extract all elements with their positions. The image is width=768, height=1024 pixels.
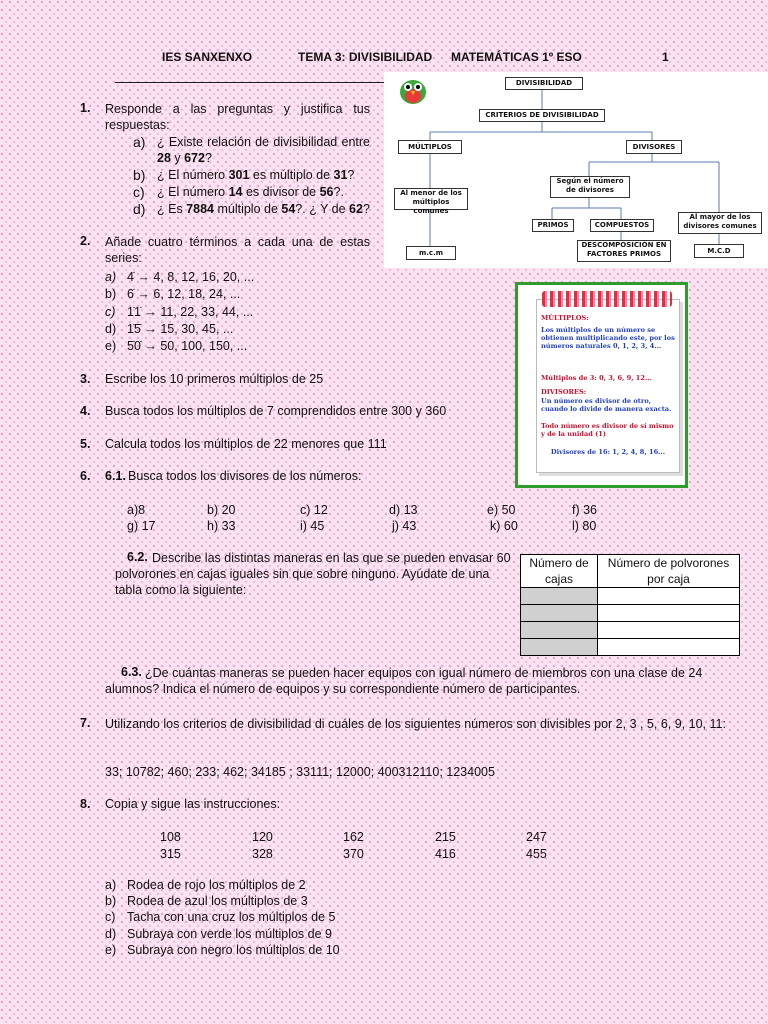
instruction-item: Subraya con verde los múltiplos de 9 (127, 926, 332, 941)
table-header-polvorones: Número de polvorones por caja (598, 555, 740, 588)
series-item: 6̇ → 6, 12, 18, 24, ... (127, 287, 241, 302)
q2-number: 2. (80, 234, 91, 248)
q6-2-text: Describe las distintas maneras en las que se pueden envasar 60 polvorones en cajas iguales sin que sobre ninguno. Ayúdate de una tabla como la siguiente: (115, 551, 511, 597)
node-segun-numero: Según el número de divisores (550, 176, 630, 198)
q6-3-label: 6.3. (121, 665, 142, 679)
q6-number: 6. (80, 469, 91, 483)
q3-number: 3. (80, 372, 91, 386)
grid-number: 328 (252, 847, 273, 861)
q7-numbers: 33; 10782; 460; 233; 462; 34185 ; 33111; 12000; 400312110; 1234005 (105, 765, 495, 779)
notebook-text-multiplos: Los múltiplos de un número se obtienen multiplicando este, por los números naturales 0, 1, 2, 3, 4... (541, 326, 675, 350)
divisor-item: l) 80 (572, 519, 597, 533)
notebook-title-divisores: DIVISORES: (541, 388, 587, 396)
series-label: d) (105, 321, 117, 336)
node-lcm-label: Al menor de los múltiplos comunes (394, 188, 468, 210)
q1c-text: ¿ El número 14 es divisor de 56?. (157, 185, 344, 199)
instruction-label: b) (105, 894, 117, 909)
q7-number: 7. (80, 716, 91, 730)
node-divisores: DIVISORES (626, 140, 682, 154)
table-row (521, 588, 740, 605)
header-school: IES SANXENXO (162, 50, 253, 64)
divisor-item: h) 33 (207, 519, 236, 533)
series-item: 4̇ → 4, 8, 12, 16, 20, ... (127, 270, 255, 284)
q1-text: Responde a las preguntas y justifica tus respuestas: (105, 102, 370, 132)
grid-number: 162 (343, 830, 364, 844)
q4-number: 4. (80, 404, 91, 418)
grid-number: 120 (252, 830, 273, 844)
node-gcd-label: Al mayor de los divisores comunes (678, 212, 762, 234)
instruction-label: a) (105, 878, 117, 892)
table-row (521, 622, 740, 639)
notebook-example-multiplos: Múltiplos de 3: 0, 3, 6, 9, 12... (541, 374, 652, 382)
divisor-item: j) 43 (392, 519, 417, 533)
bird-mascot-icon (396, 74, 430, 108)
notebook-page (536, 299, 680, 473)
q5-text: Calcula todos los múltiplos de 22 menores que 111 (105, 437, 387, 451)
series-label: a) (105, 270, 117, 284)
header-topic: TEMA 3: DIVISIBILIDAD (298, 50, 433, 64)
divisor-item: b) 20 (207, 503, 236, 517)
grid-number: 215 (435, 830, 456, 844)
q1a-label: a) (133, 134, 146, 150)
q6-2-label: 6.2. (127, 550, 148, 564)
series-label: c) (105, 304, 116, 319)
grid-number: 370 (343, 847, 364, 861)
q7-text: Utilizando los criterios de divisibilidad di cuáles de los siguientes números son divisibles por 2, 3 , 5, 6, 9, 10, 11: (105, 717, 726, 731)
series-item: 1̇5̇ → 15, 30, 45, ... (127, 321, 234, 336)
grid-number: 315 (160, 847, 181, 861)
node-multiplos: MÚLTIPLOS (398, 140, 462, 154)
divisor-item: k) 60 (490, 519, 518, 533)
q8-number: 8. (80, 797, 91, 811)
node-compuestos: COMPUESTOS (590, 219, 654, 232)
header-page-number: 1 (662, 50, 669, 64)
q8-text: Copia y sigue las instrucciones: (105, 797, 281, 811)
q4-text: Busca todos los múltiplos de 7 comprendidos entre 300 y 360 (105, 404, 447, 418)
concept-map-lines (384, 72, 768, 268)
q1-number: 1. (80, 101, 91, 115)
header-rule (115, 82, 385, 83)
boxes-table (520, 554, 740, 656)
grid-number: 455 (526, 847, 547, 861)
table-row (521, 605, 740, 622)
grid-number: 416 (435, 847, 456, 861)
q1d-text: ¿ Es 7884 múltiplo de 54?. ¿ Y de 62? (157, 202, 370, 216)
q1a-text: ¿ Existe relación de divisibilidad entre 28 y 672? (157, 135, 370, 165)
node-primos: PRIMOS (532, 219, 574, 232)
node-descomposicion: DESCOMPOSICIÓN EN FACTORES PRIMOS (577, 240, 671, 262)
q6-1-label: 6.1. (105, 469, 126, 483)
q6-1-text: Busca todos los divisores de los números: (128, 469, 362, 483)
notebook-illustration (515, 282, 688, 488)
node-divisibilidad: DIVISIBILIDAD (505, 77, 583, 90)
instruction-item: Rodea de azul los múltiplos de 3 (127, 894, 308, 909)
grid-number: 108 (160, 830, 181, 844)
node-criterios: CRITERIOS DE DIVISIBILIDAD (479, 109, 605, 122)
divisor-item: e) 50 (487, 503, 516, 517)
notebook-example-divisores: Divisores de 16: 1, 2, 4, 8, 16... (550, 448, 666, 456)
series-label: e) (105, 339, 117, 354)
notebook-title-multiplos: MÚLTIPLOS: (541, 314, 589, 322)
grid-number: 247 (526, 830, 547, 844)
q1b-label: b) (133, 167, 146, 183)
q1d-label: d) (133, 201, 146, 217)
table-row (521, 639, 740, 656)
series-item: 1̇1̇ → 11, 22, 33, 44, ... (127, 304, 254, 319)
table-header-cajas: Número de cajas (521, 555, 598, 588)
node-mcm: m.c.m (406, 246, 456, 260)
series-item: 5̇0̇ → 50, 100, 150, ... (127, 339, 248, 354)
instruction-item: Rodea de rojo los múltiplos de 2 (127, 878, 306, 892)
series-label: b) (105, 287, 117, 302)
instruction-label: c) (105, 910, 116, 925)
divisor-item: c) 12 (300, 503, 328, 517)
q1c-label: c) (133, 184, 145, 200)
node-mcd: M.C.D (694, 244, 744, 258)
divisor-item: d) 13 (389, 503, 418, 517)
notebook-rings (542, 291, 672, 307)
q6-3-text: ¿De cuántas maneras se pueden hacer equipos con igual número de miembros con una clase de 24 alumnos? Indica el número de equipos y su correspondiente número de participantes. (105, 666, 703, 696)
instruction-item: Tacha con una cruz los múltiplos de 5 (127, 910, 336, 925)
divisor-item: i) 45 (300, 519, 325, 533)
q2-text: Añade cuatro términos a cada una de estas series: (105, 235, 370, 265)
divisibility-concept-map (384, 72, 768, 268)
instruction-label: e) (105, 942, 117, 957)
notebook-text-divisores: Un número es divisor de otro, cuando lo divide de manera exacta. (541, 397, 672, 413)
q3-text: Escribe los 10 primeros múltiplos de 25 (105, 372, 324, 386)
divisor-item: f) 36 (572, 503, 598, 517)
header-subject: MATEMÁTICAS 1º ESO (451, 50, 582, 64)
instruction-label: d) (105, 926, 117, 941)
divisor-item: g) 17 (127, 519, 156, 533)
notebook-text-unidad: Todo número es divisor de sí mismo y de la unidad (1) (541, 422, 674, 438)
q1b-text: ¿ El número 301 es múltiplo de 31? (157, 168, 355, 182)
instruction-item: Subraya con negro los múltiplos de 10 (127, 942, 340, 957)
divisor-item: a)8 (127, 503, 146, 517)
q5-number: 5. (80, 437, 91, 451)
